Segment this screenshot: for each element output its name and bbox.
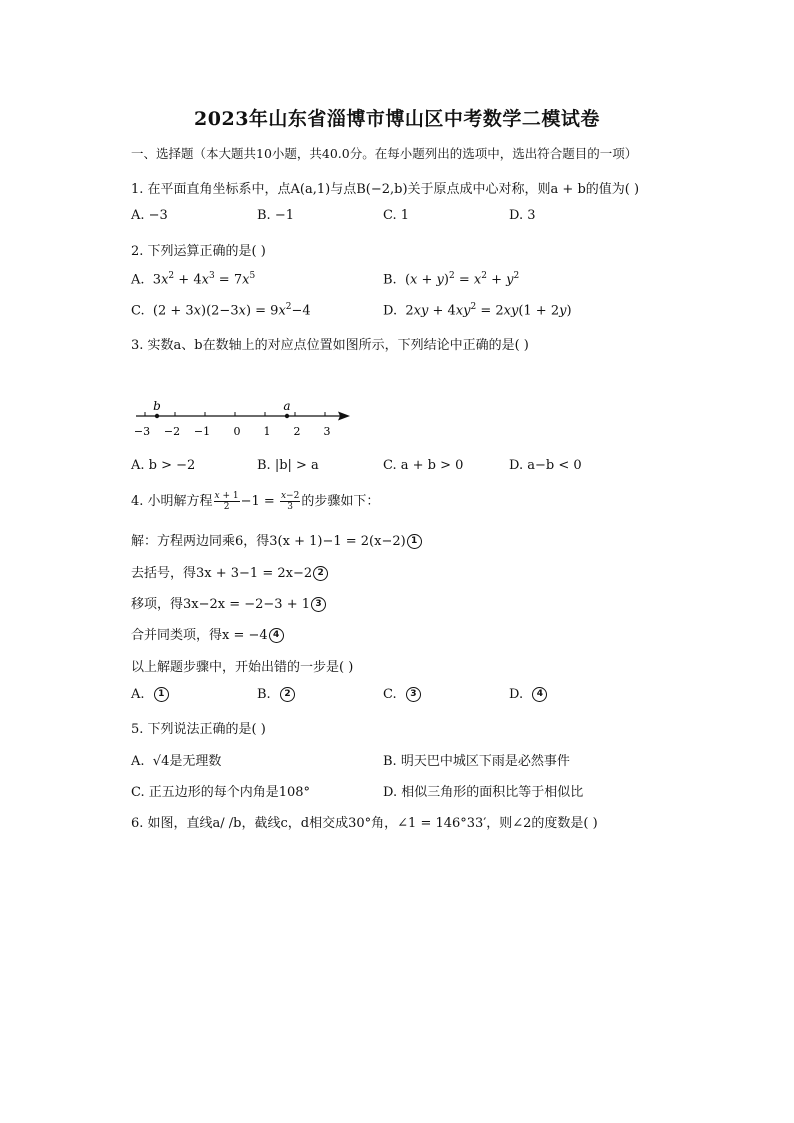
q4-stem-suffix: 的步骤如下： <box>301 494 380 509</box>
tick-label: −2 <box>163 425 181 438</box>
equation-fraction-left: $\frac{x + 1}{2}$ <box>214 491 239 512</box>
q4-step-4-text: 合并同类项，得x = −4 <box>131 628 268 643</box>
q4-step-4 <box>131 624 284 643</box>
page-title: 2023年山东省淄博市博山区中考数学二模试卷 <box>194 108 600 130</box>
number-line-figure <box>128 396 358 444</box>
circled-number-3: 3 <box>406 687 421 702</box>
q2-option-c-label: C. <box>131 303 145 319</box>
question-4-stem: 4. 小明解方程 $\frac{x + 1}{2}$ −1 = $\frac{x-2}{3}$ 的步骤如下： <box>131 491 380 512</box>
q4-step-1-text: 解：方程两边同乘6，得3(x + 1)−1 = 2(x−2) <box>131 534 406 549</box>
q3-option-b: B. |b| > a <box>257 458 319 473</box>
q4-option-c-label: C. <box>383 687 397 702</box>
question-3-stem: 3. 实数a、b在数轴上的对应点位置如图所示，下列结论中正确的是( ) <box>131 338 529 353</box>
q2-option-a-label: A. <box>131 272 145 288</box>
q5-option-c: C. 正五边形的每个内角是108° <box>131 785 311 800</box>
q5-option-b: B. 明天巴中城区下雨是必然事件 <box>383 754 570 769</box>
q1-option-a: A. −3 <box>131 208 168 223</box>
q4-step-3-text: 移项，得3x−2x = −2−3 + 1 <box>131 597 311 612</box>
q4-option-d-label: D. <box>509 687 524 702</box>
q4-option-a-label: A. <box>131 687 145 702</box>
tick-label: 0 <box>233 425 241 438</box>
circled-number-3: 3 <box>311 597 326 612</box>
q2-option-a: A. $3x^2 + 4x^3 = 7x^5$ <box>131 271 256 288</box>
q5-option-a-label: A. <box>131 754 145 769</box>
circled-number-2: 2 <box>313 566 328 581</box>
equation-fraction-right: $\frac{x-2}{3}$ <box>280 491 300 512</box>
q4-option-c <box>383 687 421 702</box>
circled-number-1: 1 <box>154 687 169 702</box>
q2-option-d-label: D. <box>383 303 398 319</box>
point-a-label: a <box>283 399 291 413</box>
q4-option-b <box>257 687 295 702</box>
point-a <box>285 414 289 418</box>
q5-option-d: D. 相似三角形的面积比等于相似比 <box>383 785 584 800</box>
q4-step-1 <box>131 530 422 549</box>
number-line-ticks <box>145 412 325 416</box>
q1-option-b: B. −1 <box>257 208 294 223</box>
question-5-stem: 5. 下列说法正确的是( ) <box>131 722 266 737</box>
q4-step-3 <box>131 593 326 612</box>
q4-step-2-text: 去括号，得3x + 3−1 = 2x−2 <box>131 566 313 581</box>
q2-option-b-label: B. <box>383 272 397 288</box>
tick-label: 1 <box>263 425 271 438</box>
q5-option-a: A. √4是无理数 <box>131 754 222 769</box>
q4-option-d <box>509 687 547 702</box>
q4-option-a <box>131 687 169 702</box>
point-b-label: b <box>153 399 161 413</box>
q1-option-c: C. 1 <box>383 208 410 223</box>
q3-option-c: C. a + b > 0 <box>383 458 464 473</box>
question-1-stem: 1. 在平面直角坐标系中，点A(a,1)与点B(−2,b)关于原点成中心对称，则a + b的值为( ) <box>131 182 640 197</box>
q4-question: 以上解题步骤中，开始出错的一步是( ) <box>131 660 354 675</box>
point-b <box>155 414 159 418</box>
circled-number-2: 2 <box>280 687 295 702</box>
q5-option-a-text: 4是无理数 <box>161 754 222 769</box>
q2-option-c: C. $(2 + 3x)(2-3x) = 9x^2-4$ <box>131 302 311 319</box>
question-2-stem: 2. 下列运算正确的是( ) <box>131 244 266 259</box>
q4-step-2 <box>131 562 328 581</box>
circled-number-4: 4 <box>269 628 284 643</box>
q4-stem-prefix: 4. 小明解方程 <box>131 494 213 509</box>
q2-option-d: D. $2xy + 4xy^2 = 2xy(1 + 2y)$ <box>383 302 572 319</box>
q4-option-b-label: B. <box>257 687 271 702</box>
q1-option-d: D. 3 <box>509 208 536 223</box>
tick-label: −1 <box>193 425 211 438</box>
question-6-stem: 6. 如图，直线a/ /b，截线c，d相交成30°角，∠1 = 146°33′，则∠2的度数是( ) <box>131 816 598 831</box>
q2-option-b: B. $(x + y)^2 = x^2 + y^2$ <box>383 271 520 288</box>
circled-number-4: 4 <box>532 687 547 702</box>
section-heading: 一、选择题（本大题共10小题，共40.0分。在每小题列出的选项中，选出符合题目的一项） <box>131 146 638 161</box>
circled-number-1: 1 <box>407 534 422 549</box>
q3-option-d: D. a−b < 0 <box>509 458 582 473</box>
tick-label: 2 <box>293 425 301 438</box>
tick-label: 3 <box>323 425 331 438</box>
q3-option-a: A. b > −2 <box>131 458 196 473</box>
tick-label: −3 <box>133 425 151 438</box>
